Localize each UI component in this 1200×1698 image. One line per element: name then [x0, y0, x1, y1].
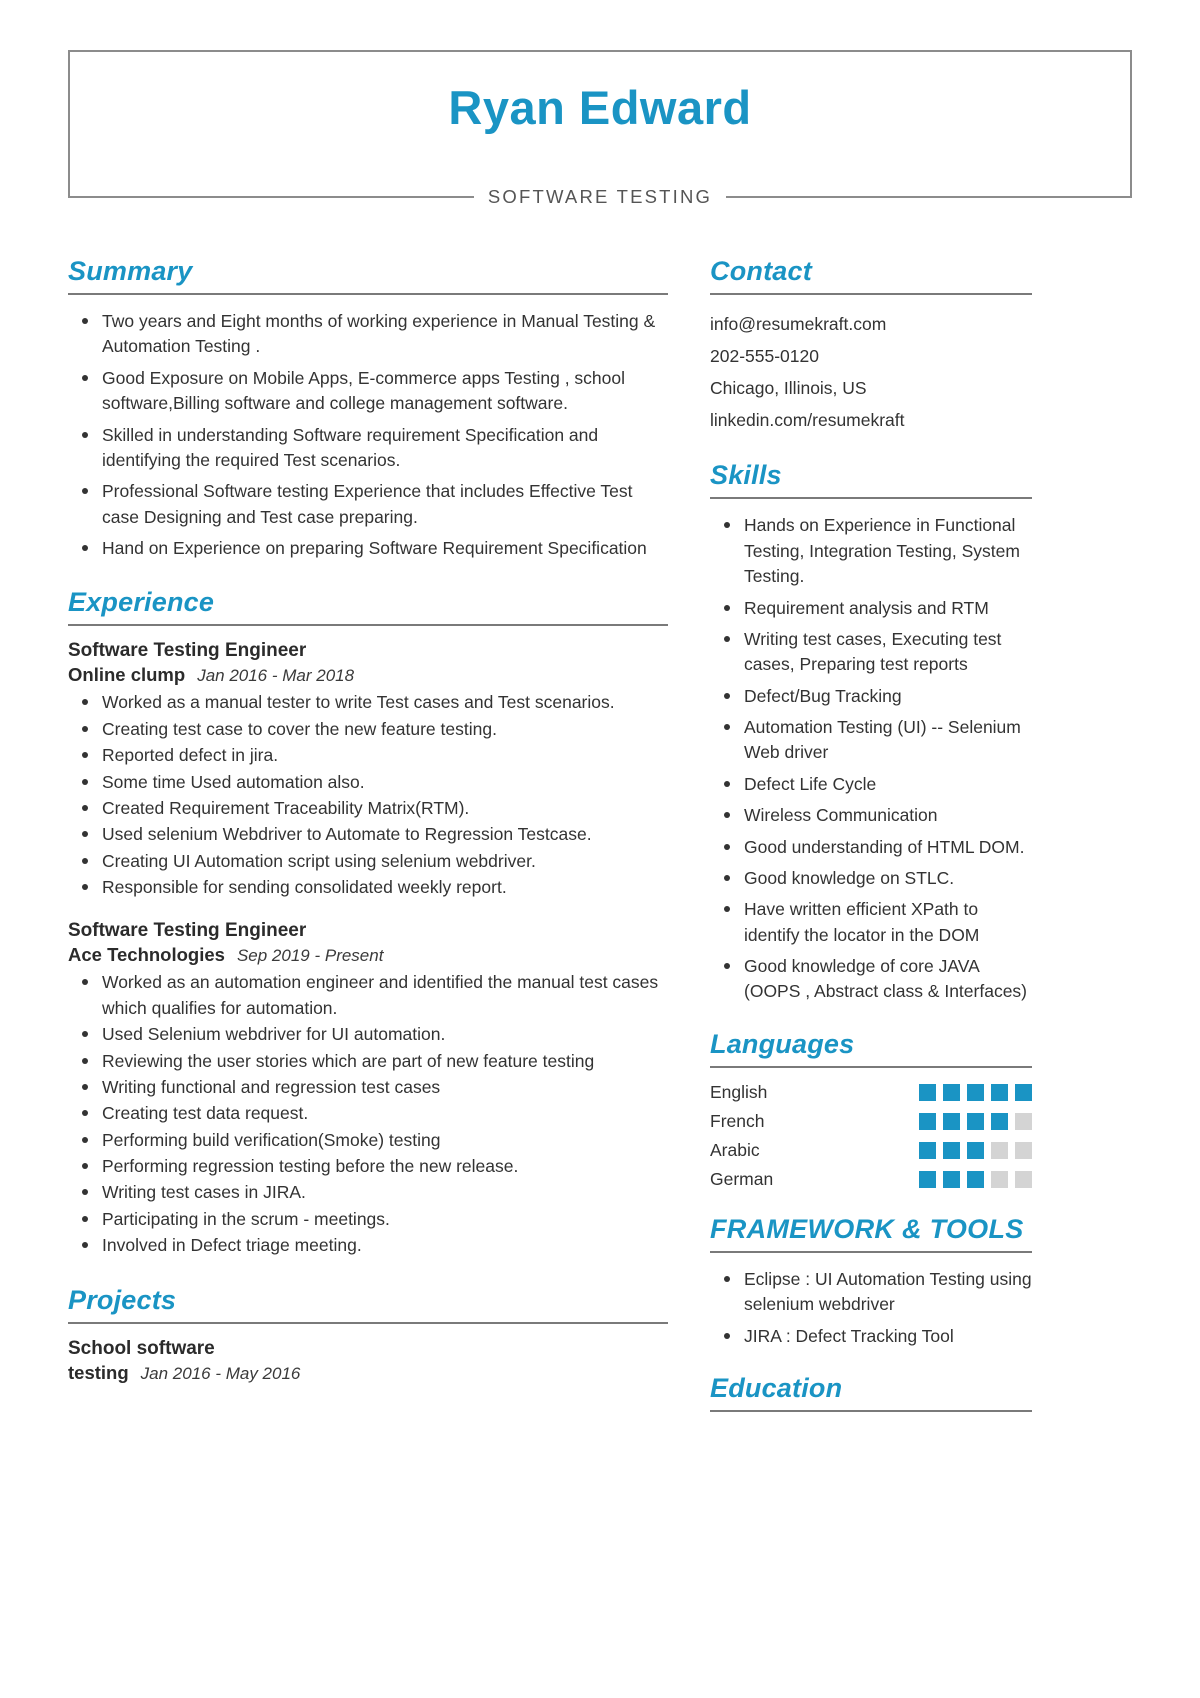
contact-linkedin[interactable]: linkedin.com/resumekraft: [710, 409, 905, 430]
level-dot: [919, 1142, 936, 1159]
contact-location: Chicago, Illinois, US: [710, 377, 867, 398]
list-item: Writing test cases in JIRA.: [102, 1180, 668, 1205]
list-item: Performing build verification(Smoke) testing: [102, 1128, 668, 1153]
left-column: [68, 256, 668, 1436]
list-item: Creating test case to cover the new feature testing.: [102, 717, 668, 742]
skills-list: [710, 513, 1032, 1004]
list-item: Reported defect in jira.: [102, 743, 668, 768]
section-experience: [68, 587, 668, 1258]
language-level: [919, 1171, 1032, 1188]
project-title: School software: [68, 1337, 215, 1359]
list-item: Performing regression testing before the new release.: [102, 1154, 668, 1179]
section-rule: [68, 293, 668, 295]
resume-header: [68, 50, 1132, 207]
language-row: [710, 1082, 1032, 1103]
section-rule: [710, 293, 1032, 295]
list-item: Writing functional and regression test cases: [102, 1075, 668, 1100]
divider-right: [726, 197, 762, 198]
section-title-summary: Summary: [68, 256, 193, 286]
language-level: [919, 1113, 1032, 1130]
list-item: Good knowledge of core JAVA (OOPS , Abstract class & Interfaces): [744, 954, 1032, 1005]
level-dot: [991, 1113, 1008, 1130]
list-item: Creating test data request.: [102, 1101, 668, 1126]
section-contact: [710, 256, 1032, 436]
section-title-languages: Languages: [710, 1028, 855, 1059]
header-subtitle-wrap: [70, 186, 1130, 208]
list-item: Worked as an automation engineer and identified the manual test cases which qualifies for automation.: [102, 970, 668, 1021]
section-summary: [68, 256, 668, 561]
job-company: Ace Technologies: [68, 944, 225, 966]
list-item: Used Selenium webdriver for UI automation.: [102, 1022, 668, 1047]
level-dot: [919, 1113, 936, 1130]
list-item: Created Requirement Traceability Matrix(RTM).: [102, 796, 668, 821]
list-item: Requirement analysis and RTM: [744, 596, 1032, 621]
list-item: Participating in the scrum - meetings.: [102, 1207, 668, 1232]
language-name: Arabic: [710, 1139, 760, 1160]
experience-entry: [68, 920, 668, 1258]
list-item: Creating UI Automation script using selenium webdriver.: [102, 849, 668, 874]
list-item: Two years and Eight months of working experience in Manual Testing & Automation Testing .: [102, 309, 668, 360]
level-dot: [967, 1113, 984, 1130]
list-item: Used selenium Webdriver to Automate to Regression Testcase.: [102, 822, 668, 847]
section-framework-tools: [710, 1214, 1032, 1349]
language-name: German: [710, 1168, 774, 1189]
language-row: [710, 1169, 1032, 1190]
level-dot: [1015, 1171, 1032, 1188]
level-dot: [967, 1171, 984, 1188]
list-item: Automation Testing (UI) -- Selenium Web driver: [744, 715, 1032, 766]
section-title-contact: Contact: [710, 256, 812, 286]
job-title: Software Testing Engineer: [68, 920, 307, 942]
section-rule: [68, 1322, 668, 1324]
level-dot: [919, 1171, 936, 1188]
list-item: Eclipse : UI Automation Testing using selenium webdriver: [744, 1267, 1032, 1318]
list-item: Defect Life Cycle: [744, 772, 1032, 797]
level-dot: [1015, 1113, 1032, 1130]
resume-body: [68, 256, 1132, 1436]
list-item: Involved in Defect triage meeting.: [102, 1233, 668, 1258]
section-title-projects: Projects: [68, 1284, 177, 1315]
language-name: English: [710, 1081, 768, 1102]
candidate-role: SOFTWARE TESTING: [474, 186, 726, 208]
list-item: Responsible for sending consolidated weekly report.: [102, 875, 668, 900]
job-company: Online clump: [68, 664, 186, 686]
summary-list: [68, 309, 668, 561]
right-column: [710, 256, 1032, 1436]
list-item: Worked as a manual tester to write Test cases and Test scenarios.: [102, 690, 668, 715]
job-title: Software Testing Engineer: [68, 640, 307, 662]
list-item: Good understanding of HTML DOM.: [744, 835, 1032, 860]
list-item: Writing test cases, Executing test cases, Preparing test reports: [744, 627, 1032, 678]
language-level: [919, 1084, 1032, 1101]
level-dot: [943, 1084, 960, 1101]
level-dot: [991, 1142, 1008, 1159]
framework-list: [710, 1267, 1032, 1349]
project-name: testing: [68, 1361, 129, 1383]
section-skills: [710, 460, 1032, 1004]
section-projects: [68, 1285, 668, 1384]
experience-entry: [68, 640, 668, 900]
list-item: Skilled in understanding Software requirement Specification and identifying the required Test scenarios.: [102, 423, 668, 474]
candidate-name: Ryan Edward: [448, 81, 752, 134]
level-dot: [967, 1142, 984, 1159]
level-dot: [1015, 1084, 1032, 1101]
language-name: French: [710, 1110, 765, 1131]
language-level: [919, 1142, 1032, 1159]
level-dot: [1015, 1142, 1032, 1159]
job-duties-list: [68, 970, 668, 1258]
level-dot: [943, 1171, 960, 1188]
project-entry: [68, 1338, 668, 1384]
section-languages: [710, 1029, 1032, 1190]
level-dot: [943, 1113, 960, 1130]
job-dates: Jan 2016 - Mar 2018: [197, 666, 355, 686]
language-row: [710, 1140, 1032, 1161]
list-item: Reviewing the user stories which are part of new feature testing: [102, 1049, 668, 1074]
level-dot: [943, 1142, 960, 1159]
contact-phone[interactable]: 202-555-0120: [710, 345, 819, 366]
job-duties-list: [68, 690, 668, 900]
divider-left: [438, 197, 474, 198]
level-dot: [991, 1171, 1008, 1188]
list-item: Good Exposure on Mobile Apps, E-commerce apps Testing , school software,Billing software and college management software.: [102, 366, 668, 417]
list-item: Defect/Bug Tracking: [744, 684, 1032, 709]
list-item: Professional Software testing Experience that includes Effective Test case Designing and Test case preparing.: [102, 479, 668, 530]
level-dot: [967, 1084, 984, 1101]
level-dot: [919, 1084, 936, 1101]
section-education: [710, 1373, 1032, 1412]
project-dates: Jan 2016 - May 2016: [140, 1363, 301, 1383]
section-title-education: Education: [710, 1372, 843, 1403]
section-title-skills: Skills: [710, 460, 782, 491]
section-title-framework-tools: FRAMEWORK & TOOLS: [710, 1213, 1024, 1244]
section-rule: [710, 1066, 1032, 1068]
job-meta: [68, 664, 668, 686]
job-meta: [68, 944, 668, 966]
list-item: Good knowledge on STLC.: [744, 866, 1032, 891]
list-item: Wireless Communication: [744, 803, 1032, 828]
section-rule: [68, 624, 668, 626]
list-item: Hands on Experience in Functional Testing, Integration Testing, System Testing.: [744, 513, 1032, 589]
section-title-experience: Experience: [68, 587, 215, 618]
level-dot: [991, 1084, 1008, 1101]
list-item: Hand on Experience on preparing Software Requirement Specification: [102, 536, 668, 561]
list-item: JIRA : Defect Tracking Tool: [744, 1324, 1032, 1349]
section-rule: [710, 1410, 1032, 1412]
language-row: [710, 1111, 1032, 1132]
job-dates: Sep 2019 - Present: [236, 946, 384, 966]
list-item: Have written efficient XPath to identify the locator in the DOM: [744, 897, 1032, 948]
section-rule: [710, 1251, 1032, 1253]
contact-email[interactable]: info@resumekraft.com: [710, 314, 887, 334]
section-rule: [710, 497, 1032, 499]
project-meta: [68, 1362, 668, 1384]
list-item: Some time Used automation also.: [102, 770, 668, 795]
